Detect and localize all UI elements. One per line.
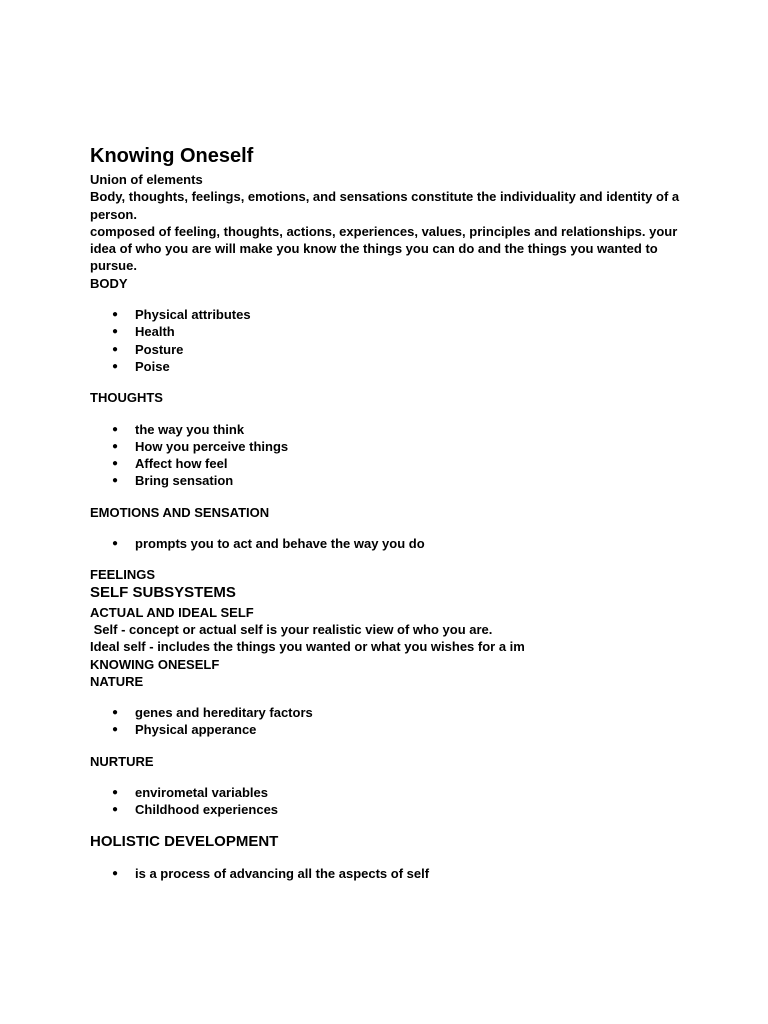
list-item: ● Physical attributes <box>112 307 251 323</box>
bullet-icon: ● <box>112 707 119 719</box>
bullet-icon: ● <box>112 475 119 487</box>
document-page <box>90 144 680 896</box>
bullet-icon: ● <box>112 867 119 879</box>
document-title: Knowing Oneself <box>90 145 254 167</box>
feelings-heading: FEELINGS <box>90 567 156 583</box>
holistic-development-heading: HOLISTIC DEVELOPMENT <box>90 832 279 850</box>
bullet-icon: ● <box>112 538 119 550</box>
list-item: ● is a process of advancing all the aspects of self <box>112 865 430 881</box>
self-subsystems-heading: SELF SUBSYSTEMS <box>90 583 236 601</box>
nurture-list <box>90 784 680 819</box>
knowing-oneself-heading: KNOWING ONESELF <box>90 656 220 672</box>
holistic-list <box>90 865 680 882</box>
thoughts-list <box>90 421 680 490</box>
list-item: ● Affect how feel <box>112 456 228 472</box>
emotions-heading: EMOTIONS AND SENSATION <box>90 504 270 520</box>
intro-line-3: composed of feeling, thoughts, actions, experiences, values, principles and relationships. your idea of who you are will make you know the things you can do and the things you wanted to pursue. <box>90 223 678 274</box>
bullet-icon: ● <box>112 326 119 338</box>
bullet-icon: ● <box>112 458 119 470</box>
intro-line-2: Body, thoughts, feelings, emotions, and sensations constitute the individuality and identity of a person. <box>90 189 680 222</box>
thoughts-heading: THOUGHTS <box>90 390 163 406</box>
nature-heading: NATURE <box>90 673 144 689</box>
bullet-icon: ● <box>112 309 119 321</box>
ideal-self-line: Ideal self - includes the things you wanted or what you wishes for a im <box>90 639 525 655</box>
list-item: ● genes and hereditary factors <box>112 705 313 721</box>
list-item: ● Posture <box>112 341 184 357</box>
body-list <box>90 306 680 375</box>
body-heading: BODY <box>90 275 128 291</box>
bullet-icon: ● <box>112 423 119 435</box>
list-item: ● Poise <box>112 358 170 374</box>
list-item: ● How you perceive things <box>112 438 289 454</box>
nurture-heading: NURTURE <box>90 753 154 769</box>
bullet-icon: ● <box>112 724 119 736</box>
bullet-icon: ● <box>112 804 119 816</box>
emotions-list <box>90 535 680 552</box>
list-item: ● Physical apperance <box>112 722 257 738</box>
list-item: ● Childhood experiences <box>112 802 279 818</box>
list-item: ● envirometal variables <box>112 785 268 801</box>
bullet-icon: ● <box>112 440 119 452</box>
list-item: ● the way you think <box>112 421 245 437</box>
intro-line-1: Union of elements <box>90 172 203 187</box>
list-item: ● Bring sensation <box>112 473 234 489</box>
bullet-icon: ● <box>112 360 119 372</box>
nature-list <box>90 704 680 739</box>
list-item: ● prompts you to act and behave the way you do <box>112 536 425 552</box>
bullet-icon: ● <box>112 343 119 355</box>
actual-ideal-self-heading: ACTUAL AND IDEAL SELF <box>90 604 254 620</box>
self-concept-line: Self - concept or actual self is your realistic view of who you are. <box>90 621 493 637</box>
bullet-icon: ● <box>112 787 119 799</box>
list-item: ● Health <box>112 324 175 340</box>
